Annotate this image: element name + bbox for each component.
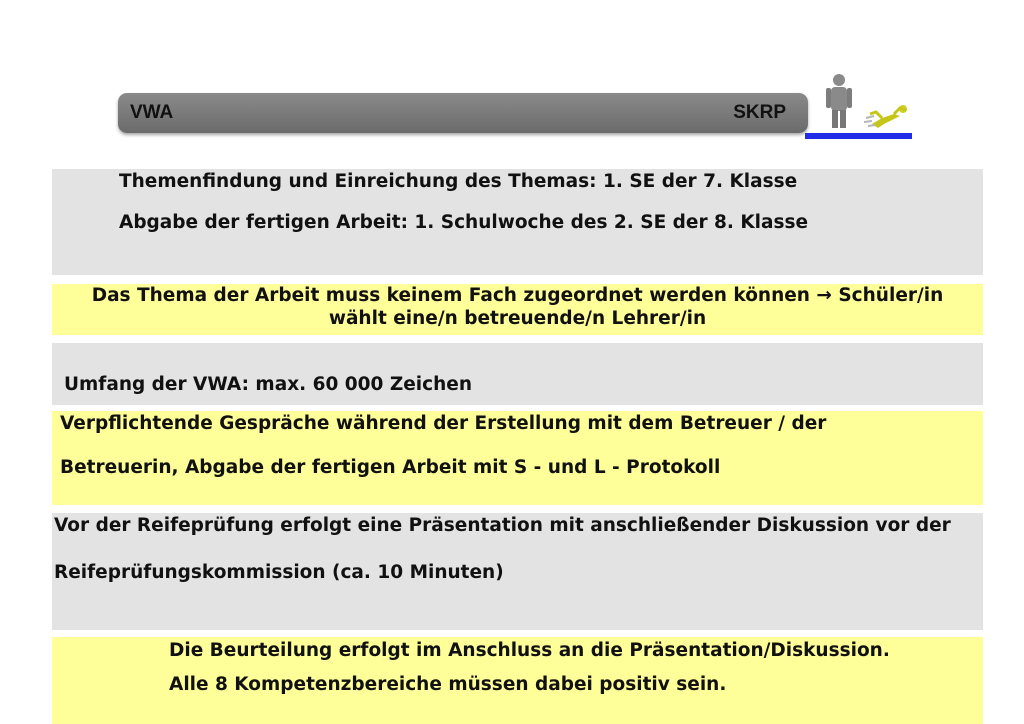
presentation-box (52, 513, 983, 630)
topic-line-1: Themenfindung und Einreichung des Themas: 1. SE der 7. Klasse (119, 171, 798, 192)
header-accent-line (805, 133, 912, 139)
topic-box (52, 169, 983, 275)
presentation-line-1: Vor der Reifeprüfung erfolgt eine Präsentation mit anschließender Diskussion vor der (54, 515, 951, 536)
header-bar (118, 93, 808, 133)
talks-box (52, 411, 983, 505)
standing-and-running-figure-icon (820, 72, 912, 134)
subject-box (52, 284, 983, 335)
talks-line-1: Verpflichtende Gespräche während der Erstellung mit dem Betreuer / der (60, 413, 827, 434)
assessment-line-1: Die Beurteilung erfolgt im Anschluss an die Präsentation/Diskussion. (169, 640, 890, 661)
header-left-label: VWA (130, 102, 174, 123)
scope-box (52, 343, 983, 405)
scope-text: Umfang der VWA: max. 60 000 Zeichen (64, 374, 472, 395)
talks-line-2: Betreuerin, Abgabe der fertigen Arbeit mit S - und L - Protokoll (60, 457, 721, 478)
topic-line-2: Abgabe der fertigen Arbeit: 1. Schulwoche des 2. SE der 8. Klasse (119, 212, 809, 233)
header-right-label: SKRP (733, 102, 786, 123)
assessment-box (52, 637, 983, 724)
subject-text: Das Thema der Arbeit muss keinem Fach zugeordnet werden können → Schüler/in wählt eine/n betreuende/n Lehrer/in (91, 285, 944, 330)
assessment-line-2: Alle 8 Kompetenzbereiche müssen dabei positiv sein. (169, 674, 727, 695)
presentation-line-2: Reifeprüfungskommission (ca. 10 Minuten) (54, 562, 504, 583)
